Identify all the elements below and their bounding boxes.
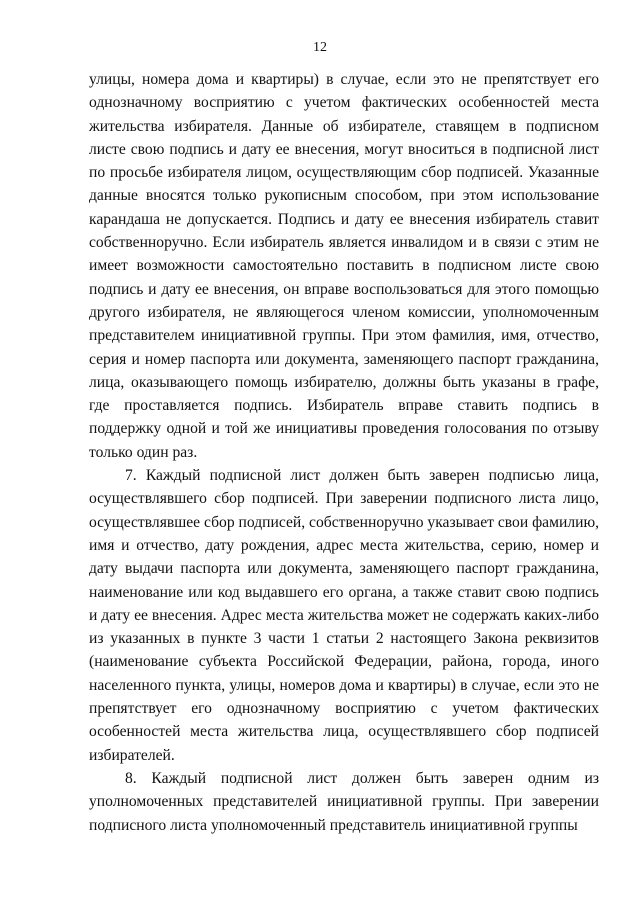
page-number: 12 xyxy=(313,40,327,55)
paragraph-continuation: улицы, номера дома и квартиры) в случае, если это не препятствует его однозначному восприятию с учетом фактических особенностей места жительства избирателя. Данные об избирателе, ставящем в подписном листе свою подпись и дату ее внесения, могут вноситься в подписной лист по просьбе избирателя лицом, осуществляющим сбор подписей. Указанные данные вносятся только рукописным способом, при этом использование карандаша не допускается. Подпись и дату ее внесения избиратель ставит собственноручно. Если избиратель является инвалидом и в связи с этим не имеет возможности самостоятельно поставить в подписном листе свою подпись и дату ее внесения, он вправе воспользоваться для этого помощью другого избирателя, не являющегося членом комиссии, уполномоченным представителем инициативной группы. При этом фамилия, имя, отчество, серия и номер паспорта или документа, заменяющего паспорт гражданина, лица, оказывающего помощь избирателю, должны быть указаны в графе, где проставляется подпись. Избиратель вправе ставить подпись в поддержку одной и той же инициативы проведения голосования по отзыву только один раз. xyxy=(89,71,599,461)
paragraph-item-8: 8. Каждый подписной лист должен быть заверен одним из уполномоченных представителей инициативной группы. При заверении подписного листа уполномоченный представитель инициативной группы xyxy=(89,769,599,834)
document-body xyxy=(89,68,599,837)
paragraph-item-7: 7. Каждый подписной лист должен быть заверен подписью лица, осуществлявшего сбор подписей. При заверении подписного листа лицо, осуществлявшее сбор подписей, собственноручно указывает свои фамилию, имя и отчество, дату рождения, адрес места жительства, серию, номер и дату выдачи паспорта или документа, заменяющего паспорт гражданина, наименование или код выдавшего его органа, а также ставит свою подпись и дату ее внесения. Адрес места жительства может не содержать каких-либо из указанных в пункте 3 части 1 статьи 2 настоящего Закона реквизитов (наименование субъекта Российской Федерации, района, города, иного населенного пункта, улицы, номеров дома и квартиры) в случае, если это не препятствует его однозначному восприятию с учетом фактических особенностей места жительства лица, осуществлявшего сбор подписей избирателей. xyxy=(89,467,599,764)
